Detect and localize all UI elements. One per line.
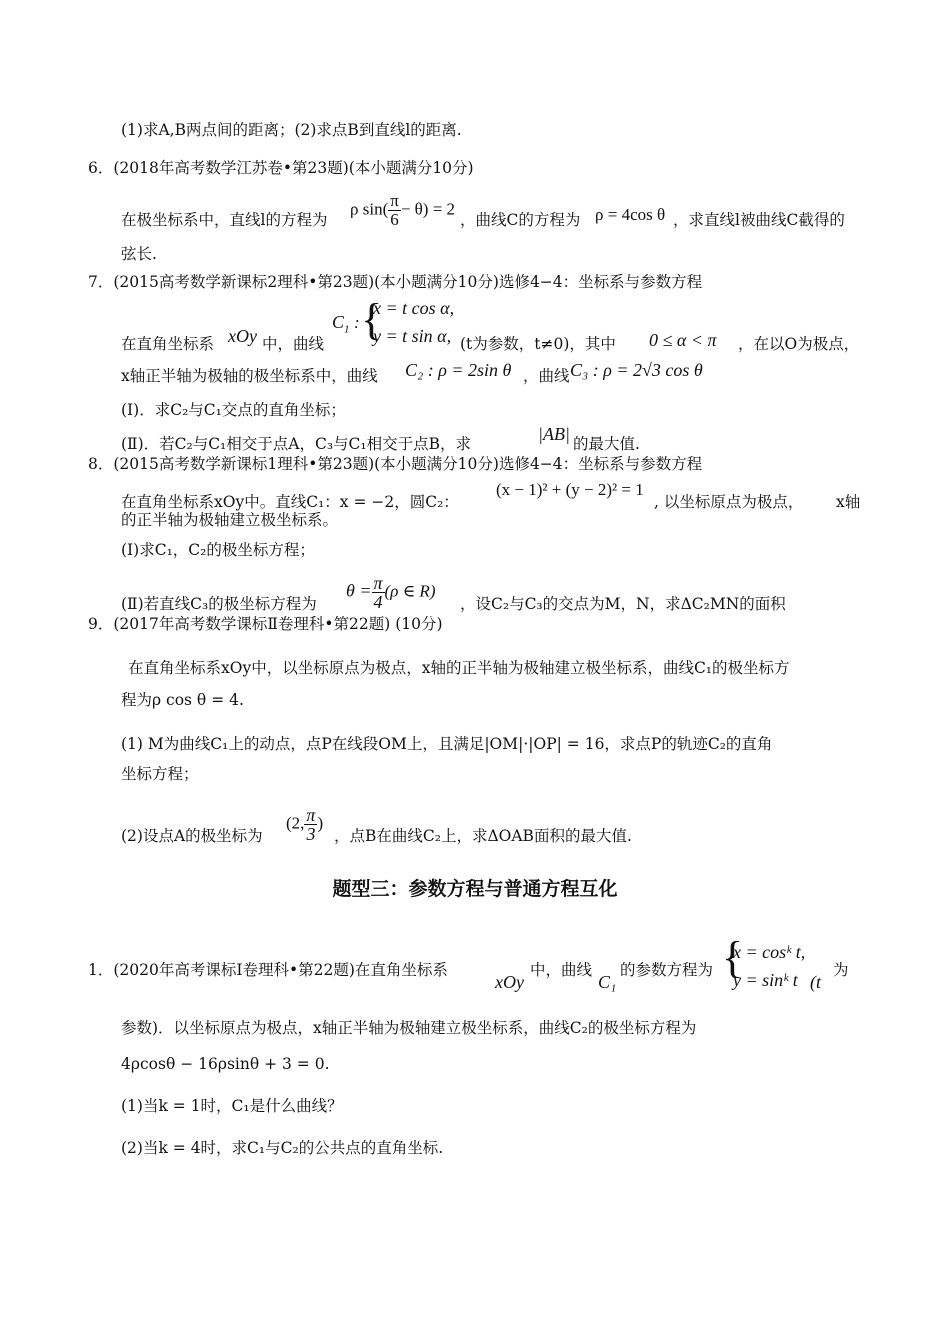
pi-numerator: π [390,191,399,210]
problem-8-text: 在直角坐标系xOy中。直线C₁：x = −2，圆C₂： [121,493,459,511]
point-close: ) [317,813,324,833]
brace: { [361,295,383,344]
c3-equation: C₃ : ρ = 2√3 cos θ [570,360,703,380]
circle-equation: (x − 1)² + (y − 2)² = 1 [496,480,644,499]
problem-7-text-e: x轴正半轴为极轴的极坐标系中，曲线 [121,367,378,385]
problem-8-part-1: (Ⅰ)求C₁，C₂的极坐标方程； [121,541,315,559]
problem-9-header: 9．(2017年高考数学课标Ⅱ卷理科•第22题) (10分) [88,615,443,633]
problem-8-part-2-b: ，设C₂与C₃的交点为M，N，求ΔC₂MN的面积 [460,595,786,613]
colon: : [354,313,360,332]
problem-9-part-2-b: ，点B在曲线C₂上，求ΔOAB面积的最大值. [334,827,632,845]
s3-problem-1-header: 1．(2020年高考课标Ⅰ卷理科•第22题)在直角坐标系 [88,961,448,979]
problem-7-text-b: 中，曲线 [262,335,325,353]
problem-9-part-1-b: 坐标方程； [121,765,199,783]
y-sin-eq: y = sinᵏ t [733,970,798,990]
xoy-label-2: xOy [495,972,524,992]
point-a-coords [286,806,323,843]
problem-7-header: 7．(2015高考数学新课标2理科•第23题)(本小题满分10分)选修4−4：坐标系与参数方程 [88,273,703,291]
minus-theta: − θ) = 2 [400,199,456,219]
pi-numerator-2: π [373,573,383,593]
problem-9-text: 在直角坐标系xOy中，以坐标原点为极点，x轴的正半轴为极轴建立极坐标系，曲线C₁的极坐标方 [128,659,790,677]
problem-6-text: 在极坐标系中，直线l的方程为 [121,211,328,229]
x-cos-eq: x = cosᵏ t, [733,942,806,962]
s3-problem-1-part-1: (1)当k = 1时，C₁是什么曲线？ [121,1097,343,1115]
problem-6-text-c: ，求直线l被曲线C截得的 [673,211,845,229]
x-param-eq: x = t cos α, [373,298,455,318]
s3-problem-1-text-b: 中，曲线 [530,961,593,979]
section-heading: 题型三：参数方程与普通方程互化 [332,878,618,900]
line-l-equation [350,192,455,229]
problem-6-text-d: 弦长. [121,245,157,263]
s3-problem-1-text-e: 参数)．以坐标原点为极点，x轴正半轴为极轴建立极坐标系，曲线C₂的极坐标方程为 [121,1019,697,1037]
problem-6-text-b: ，曲线C的方程为 [460,211,581,229]
y-param-eq: y = t sin α, [373,326,452,346]
problem-7-text-c: (t为参数，t≠0)，其中 [460,335,616,353]
c1-letter: C [332,312,345,332]
problem-9-part-2: (2)设点A的极坐标为 [121,827,263,845]
problem-7-part-1: (Ⅰ)．求C₂与C₁交点的直角坐标； [121,401,346,419]
theta-eq: θ = [346,580,372,601]
problem-8-header: 8．(2015高考数学新课标1理科•第23题)(本小题满分10分)选修4−4：坐标系与参数方程 [88,455,703,473]
problem-7-text-d: ，在以O为极点， [738,335,860,353]
xoy-label: xOy [228,326,257,346]
problem-5-questions: (1)求A,B两点间的距离；(2)求点B到直线l的距离. [121,121,462,139]
t-open: (t [810,972,821,992]
s3-problem-1-text-f: 4ρcosθ − 16ρsinθ + 3 = 0. [121,1055,330,1073]
problem-7-text: 在直角坐标系 [121,335,215,353]
rho-in-r: (ρ ∈ R) [384,581,436,601]
rho-sin: ρ sin( [350,199,389,219]
four-denominator: 4 [373,592,383,612]
curve-c-equation: ρ = 4cos θ [595,205,666,224]
c1-sub: 1 [344,323,350,336]
problem-7-text-f: ，曲线 [523,367,570,385]
alpha-range: 0 ≤ α < π [649,330,717,350]
problem-9-text-b: 程为ρ cos θ = 4. [121,691,244,709]
s3-problem-1-part-2: (2)当k = 4时，求C₁与C₂的公共点的直角坐标. [121,1139,444,1157]
point-open: (2, [286,813,305,833]
c2-equation: C₂ : ρ = 2sin θ [405,360,512,380]
problem-8-text-c: x轴 [836,493,861,511]
problem-8-text-d: 的正半轴为极轴建立极坐标系。 [121,511,339,529]
three-denominator: 3 [306,824,316,844]
ab-abs: |AB| [538,424,570,444]
s3-problem-1-text-c: 的参数方程为 [620,961,714,979]
s3-problem-1-text-d: 为 [833,961,849,979]
brace-2: { [722,933,744,982]
problem-8-text-b: , 以坐标原点为极点， [654,493,804,511]
c1-label-2: C₁ [598,972,617,992]
c1-label [332,312,360,340]
problem-7-part-2: (Ⅱ)．若C₂与C₁相交于点A，C₃与C₁相交于点B，求 [121,435,472,453]
theta-equation [346,574,435,611]
problem-6-header: 6．(2018年高考数学江苏卷•第23题)(本小题满分10分) [88,159,474,177]
problem-8-part-2: (Ⅱ)若直线C₃的极坐标方程为 [121,595,317,613]
pi-numerator-3: π [306,805,316,825]
six-denominator: 6 [390,210,399,229]
problem-9-part-1: (1) M为曲线C₁上的动点，点P在线段OM上，且满足|OM|·|OP| = 16，求点P的轨迹C₂的直角 [121,735,773,753]
problem-7-part-2-b: 的最大值. [573,435,640,453]
